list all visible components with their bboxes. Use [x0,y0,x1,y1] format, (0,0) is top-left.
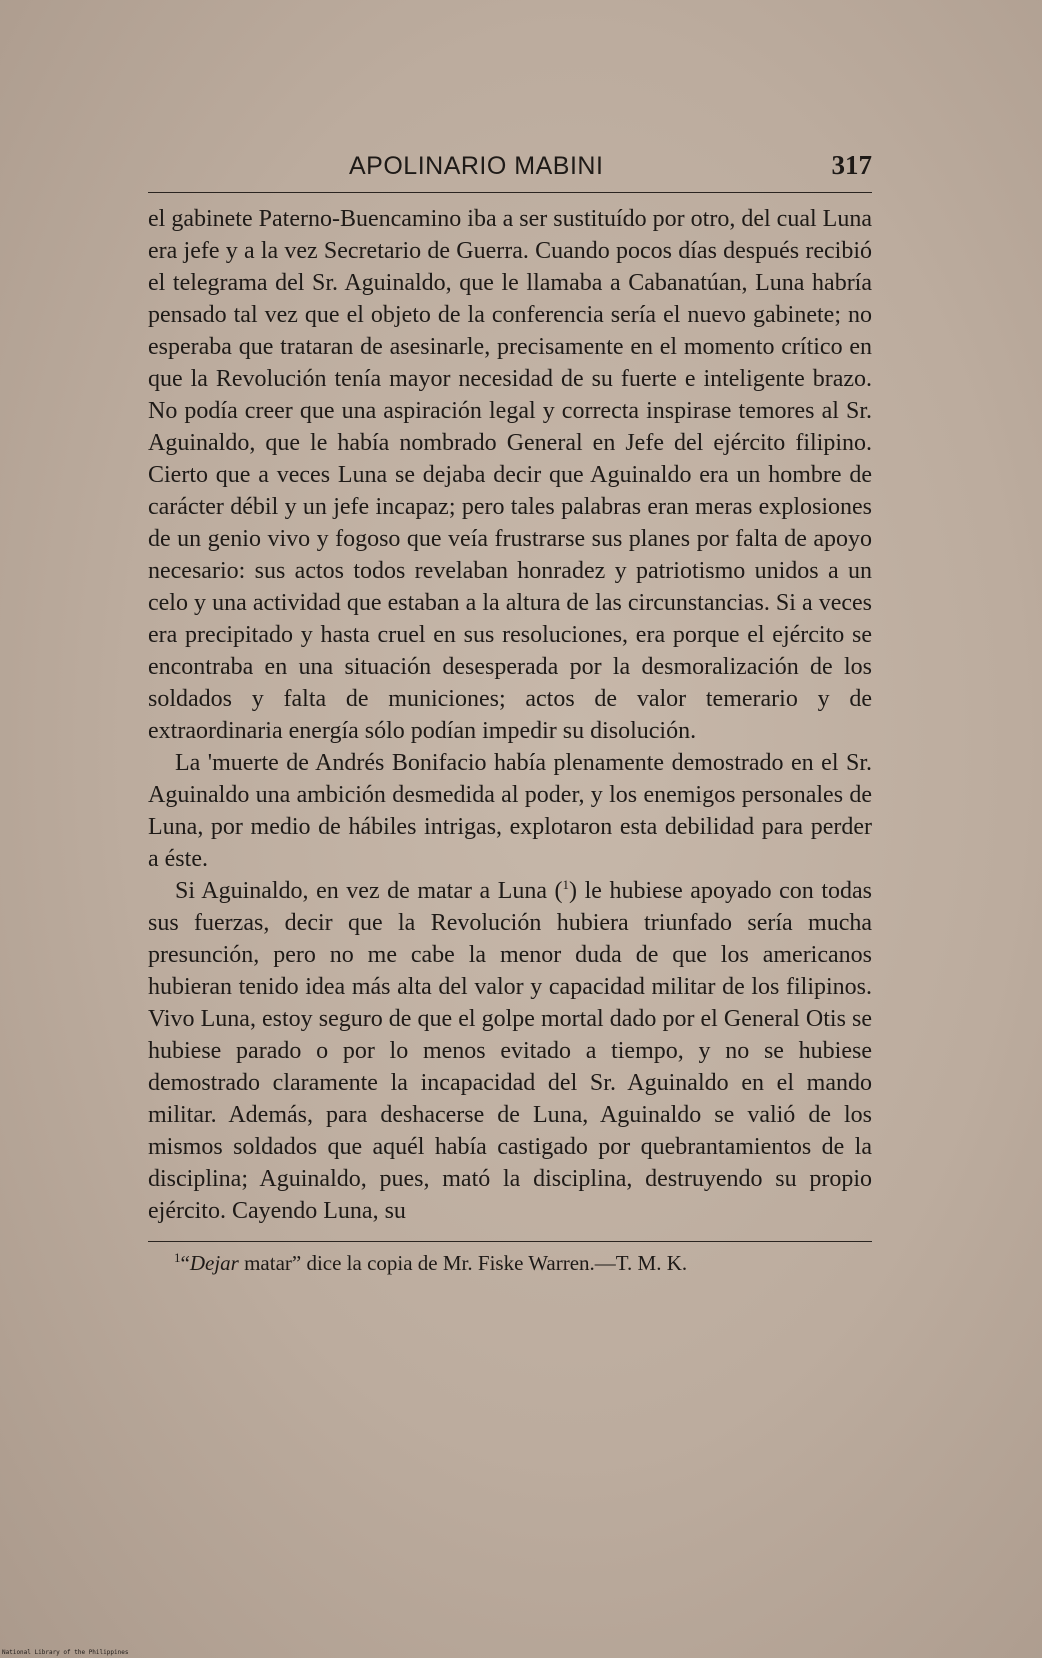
footnote-reference: 1 [562,877,570,892]
paragraph-2: La 'muerte de Andrés Bonifacio había plenamente demostrado en el Sr. Aguinaldo una ambición desmedida al poder, y los enemigos personales de Luna, por medio de hábiles intrigas, explotaron esta debilidad para perder a éste. [148,750,872,872]
body-text [148,203,872,1227]
library-watermark: National Library of the Philippines [2,1649,129,1656]
footnote-open-quote: “ [180,1251,190,1275]
footnote-italic: Dejar [189,1251,239,1275]
page-number: 317 [831,150,872,180]
paragraph-3-start: Si Aguinaldo, en vez de matar a Luna ( [175,878,563,904]
footnote-marker: 1 [174,1250,181,1265]
running-title: APOLINARIO MABINI [349,152,604,180]
paragraph-3 [148,875,872,1227]
paragraph-1: el gabinete Paterno-Buencamino iba a ser sustituído por otro, del cual Luna era jefe y a la vez Secretario de Guerra. Cuando pocos días después recibió el telegrama del Sr. Aguinaldo, que le llamaba a Cabanatúan, Luna habría pensado tal vez que el objeto de la conferencia sería el nuevo gabinete; no esperaba que trataran de asesinarle, precisamente en el momento crítico en que la Revolución tenía mayor necesidad de su fuerte e inteligente brazo. No podía creer que una aspiración legal y correcta inspirase temores al Sr. Aguinaldo, que le había nombrado General en Jefe del ejército filipino. Cierto que a veces Luna se dejaba decir que Aguinaldo era un hombre de carácter débil y un jefe incapaz; pero tales palabras eran meras explosiones de un genio vivo y fogoso que veía frustrarse sus planes por falta de apoyo necesario: sus actos todos revelaban honradez y patriotismo unidos a un celo y una actividad que estaban a la altura de las circunstancias. Si a veces era precipitado y hasta cruel en sus resoluciones, era porque el ejército se encontraba en una situación desesperada por la desmoralización de los soldados y falta de municiones; actos de valor temerario y de extraordinaria energía sólo podían impedir su disolución. [148,206,872,744]
book-page [148,140,872,1278]
footnote [148,1248,872,1278]
header-rule [148,192,872,193]
footnote-rule [148,1241,872,1242]
footnote-text: matar” dice la copia de Mr. Fiske Warren.—T. M. K. [238,1251,688,1275]
running-head [148,140,872,192]
paragraph-3-rest: ) le hubiese apoyado con todas sus fuerzas, decir que la Revolución hubiera triunfado sería mucha presunción, pero no me cabe la menor duda de que los americanos hubieran tenido idea más alta del valor y capacidad militar de los filipinos. Vivo Luna, estoy seguro de que el golpe mortal dado por el General Otis se hubiese parado o por lo menos evitado a tiempo, y no se hubiese demostrado claramente la incapacidad del Sr. Aguinaldo en el mando militar. Además, para deshacerse de Luna, Aguinaldo se valió de los mismos soldados que aquél había castigado por quebrantamientos de la disciplina; Aguinaldo, pues, mató la disciplina, destruyendo su propio ejército. Cayendo Luna, su [148,878,872,1224]
